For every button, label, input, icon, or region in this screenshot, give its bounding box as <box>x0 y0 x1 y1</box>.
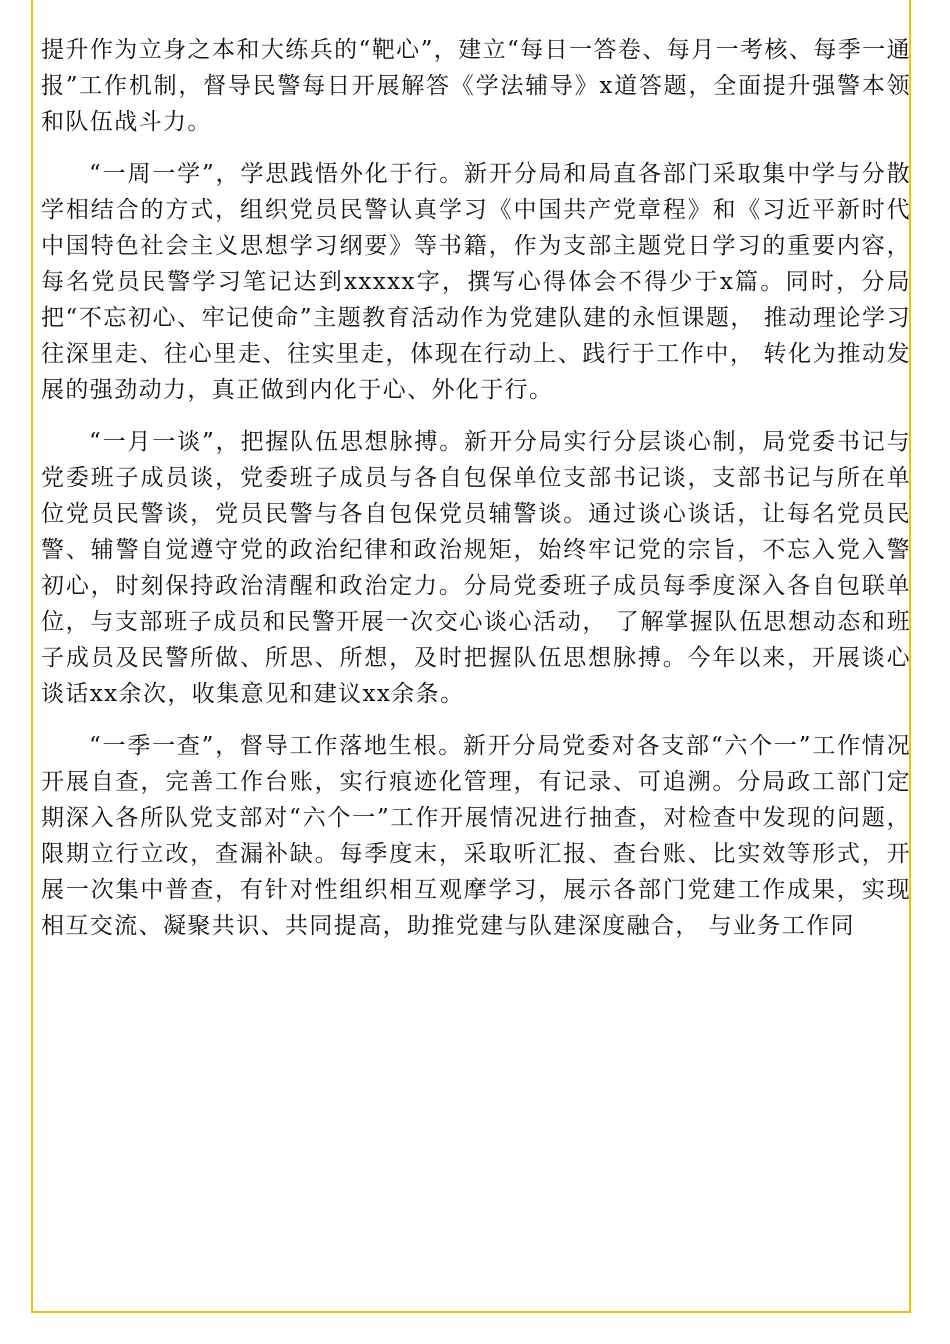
paragraph-quarterly-check: “一季一查”，督导工作落地生根。新开分局党委对各支部“六个一”工作情况开展自查，完善工作台账，实行痕迹化管理，有记录、可追溯。分局政工部门定期深入各所队党支部对“六个一”工作开展情况进行抽查，对检查中发现的问题，限期立行立改，查漏补缺。每季度末，采取听汇报、查台账、比实效等形式，开展一次集中普查，有针对性组织相互观摩学习，展示各部门党建工作成果，实现相互交流、凝聚共识、共同提高，助推党建与队建深度融合， 与业务工作同 <box>41 733 911 939</box>
document-body <box>41 37 911 960</box>
paragraph-monthly-talk: “一月一谈”，把握队伍思想脉搏。新开分局实行分层谈心制，局党委书记与党委班子成员谈，党委班子成员与各自包保单位支部书记谈，支部书记与所在单位党员民警谈，党员民警与各自包保党员辅警谈。通过谈心谈话，让每名党员民警、辅警自觉遵守党的政治纪律和政治规矩，始终牢记党的宗旨，不忘入党入警初心，时刻保持政治清醒和政治定力。分局党委班子成员每季度深入各自包联单位，与支部班子成员和民警开展一次交心谈心活动， 了解掌握队伍思想动态和班子成员及民警所做、所思、所想，及时把握队伍思想脉搏。今年以来，开展谈心谈话xx余次，收集意见和建议xx余条。 <box>41 429 911 707</box>
paragraph-weekly-study: “一周一学”，学思践悟外化于行。新开分局和局直各部门采取集中学与分散学相结合的方式，组织党员民警认真学习《中国共产党章程》和《习近平新时代中国特色社会主义思想学习纲要》等书籍，作为支部主题党日学习的重要内容，每名党员民警学习笔记达到xxxxx字，撰写心得体会不得少于x篇。同时，分局把“不忘初心、牢记使命”主题教育活动作为党建队建的永恒课题， 推动理论学习往深里走、往心里走、往实里走，体现在行动上、践行于工作中， 转化为推动发展的强劲动力，真正做到内化于心、外化于行。 <box>41 161 911 403</box>
paragraph-continuation: 提升作为立身之本和大练兵的“靶心”，建立“每日一答卷、每月一考核、每季一通报”工作机制，督导民警每日开展解答《学法辅导》x道答题，全面提升强警本领和队伍战斗力。 <box>41 37 911 135</box>
